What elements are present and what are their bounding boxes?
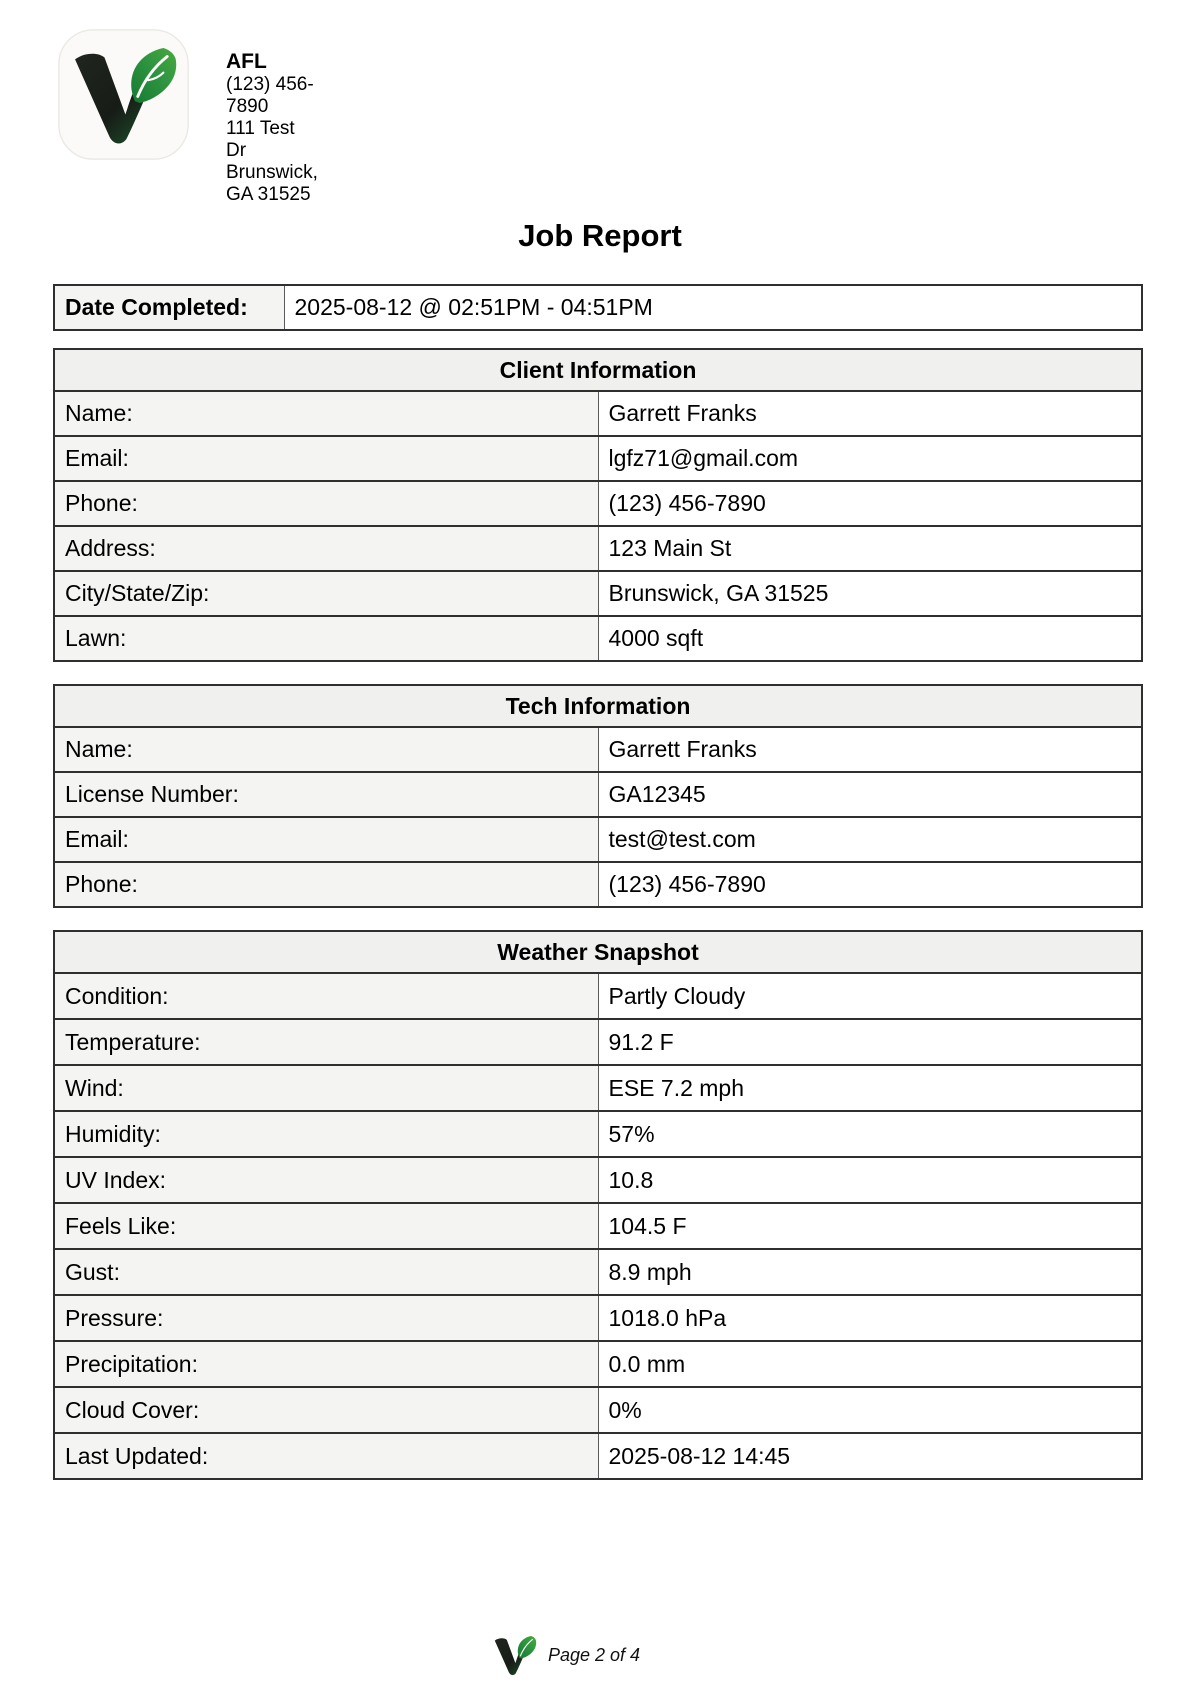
row-value: Partly Cloudy	[598, 973, 1142, 1019]
table-row	[54, 1203, 1142, 1249]
brand-header	[57, 28, 318, 205]
table-row	[54, 1433, 1142, 1479]
row-label: Email:	[54, 817, 598, 862]
section-title: Client Information	[54, 349, 1142, 391]
row-label: Gust:	[54, 1249, 598, 1295]
row-value: 91.2 F	[598, 1019, 1142, 1065]
tech-information-table	[53, 684, 1143, 908]
row-label: Name:	[54, 727, 598, 772]
table-row	[54, 727, 1142, 772]
row-value: 2025-08-12 14:45	[598, 1433, 1142, 1479]
date-completed-table	[53, 284, 1143, 331]
footer-logo-icon	[492, 1634, 538, 1676]
section-title: Weather Snapshot	[54, 931, 1142, 973]
row-label: Address:	[54, 526, 598, 571]
company-address: 111 Test Dr	[226, 118, 295, 161]
table-row	[54, 862, 1142, 907]
row-value: 57%	[598, 1111, 1142, 1157]
page-number: Page 2 of 4	[547, 1644, 641, 1665]
row-label: Temperature:	[54, 1019, 598, 1065]
row-value: test@test.com	[598, 817, 1142, 862]
row-value: 8.9 mph	[598, 1249, 1142, 1295]
row-value: GA12345	[598, 772, 1142, 817]
row-label: Phone:	[54, 481, 598, 526]
company-city-state-zip: Brunswick, GA 31525	[226, 162, 318, 205]
table-row	[54, 1387, 1142, 1433]
weather-snapshot-table	[53, 930, 1143, 1480]
row-value: (123) 456-7890	[598, 481, 1142, 526]
row-label: License Number:	[54, 772, 598, 817]
table-row	[54, 1295, 1142, 1341]
row-label: Last Updated:	[54, 1433, 598, 1479]
row-value: Garrett Franks	[598, 727, 1142, 772]
section-title: Tech Information	[54, 685, 1142, 727]
table-row	[54, 1019, 1142, 1065]
table-row	[54, 1157, 1142, 1203]
row-label: Phone:	[54, 862, 598, 907]
row-value: 104.5 F	[598, 1203, 1142, 1249]
row-label: Lawn:	[54, 616, 598, 661]
date-completed-label: Date Completed:	[54, 285, 284, 330]
page-footer	[0, 1634, 1166, 1676]
row-value: 0%	[598, 1387, 1142, 1433]
row-value: Garrett Franks	[598, 391, 1142, 436]
table-row	[54, 285, 1142, 330]
row-value: (123) 456-7890	[598, 862, 1142, 907]
client-information-table	[53, 348, 1143, 662]
company-name: AFL	[226, 50, 267, 73]
row-label: Email:	[54, 436, 598, 481]
row-label: Wind:	[54, 1065, 598, 1111]
date-completed-value: 2025-08-12 @ 02:51PM - 04:51PM	[284, 285, 1142, 330]
row-value: 0.0 mm	[598, 1341, 1142, 1387]
table-row	[54, 973, 1142, 1019]
row-label: Humidity:	[54, 1111, 598, 1157]
table-row	[54, 1111, 1142, 1157]
table-row	[54, 1065, 1142, 1111]
company-info	[226, 50, 318, 206]
table-row	[54, 1341, 1142, 1387]
row-value: 10.8	[598, 1157, 1142, 1203]
row-value: lgfz71@gmail.com	[598, 436, 1142, 481]
table-row	[54, 571, 1142, 616]
row-value: ESE 7.2 mph	[598, 1065, 1142, 1111]
row-label: Precipitation:	[54, 1341, 598, 1387]
row-label: Cloud Cover:	[54, 1387, 598, 1433]
row-label: Condition:	[54, 973, 598, 1019]
row-label: Name:	[54, 391, 598, 436]
company-logo-icon	[57, 28, 190, 161]
row-label: City/State/Zip:	[54, 571, 598, 616]
table-row	[54, 817, 1142, 862]
page-title: Job Report	[518, 218, 682, 253]
row-label: Feels Like:	[54, 1203, 598, 1249]
table-row	[54, 526, 1142, 571]
row-value: 123 Main St	[598, 526, 1142, 571]
table-row	[54, 391, 1142, 436]
row-label: UV Index:	[54, 1157, 598, 1203]
table-row	[54, 1249, 1142, 1295]
table-row	[54, 616, 1142, 661]
company-phone: (123) 456-7890	[226, 74, 314, 117]
row-label: Pressure:	[54, 1295, 598, 1341]
row-value: Brunswick, GA 31525	[598, 571, 1142, 616]
table-row	[54, 772, 1142, 817]
table-row	[54, 481, 1142, 526]
row-value: 1018.0 hPa	[598, 1295, 1142, 1341]
table-row	[54, 436, 1142, 481]
row-value: 4000 sqft	[598, 616, 1142, 661]
